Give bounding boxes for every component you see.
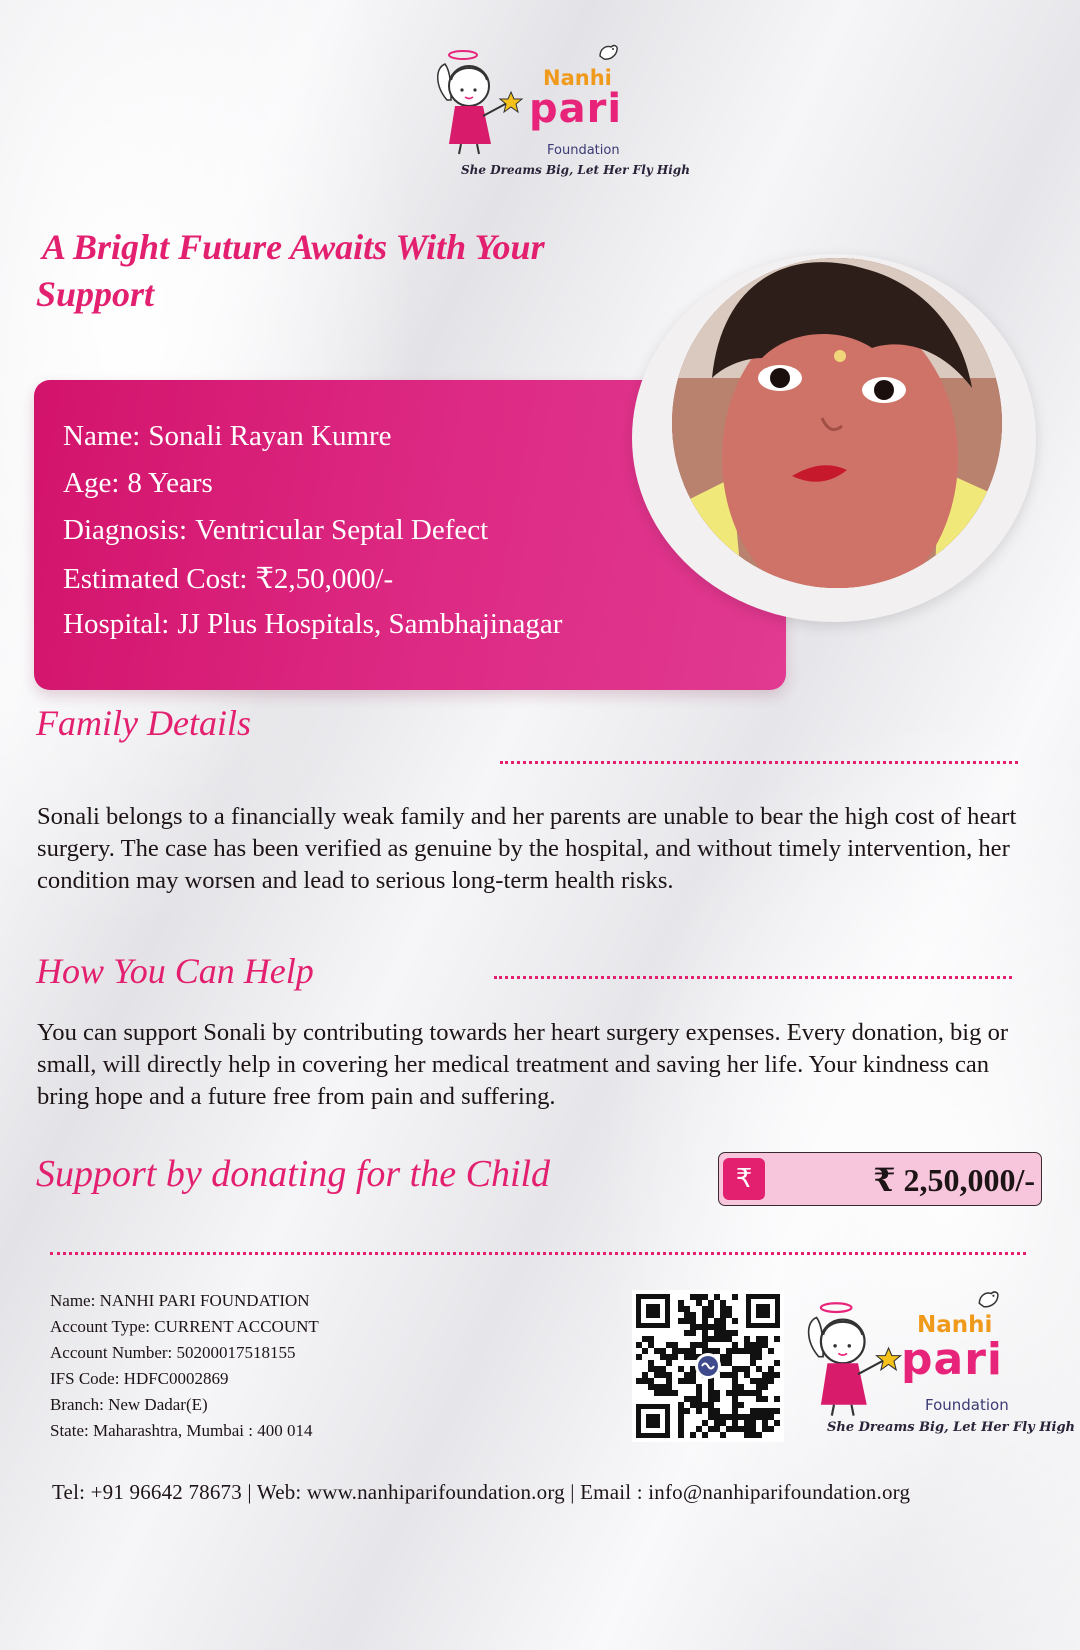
logo-tagline: She Dreams Big, Let Her Fly High	[827, 1420, 1076, 1435]
bank-name: Name: NANHI PARI FOUNDATION	[50, 1291, 310, 1310]
bank-account-number: Account Number: 50200017518155	[50, 1343, 296, 1362]
hospital-label: Hospital:	[63, 608, 170, 640]
bird-icon	[975, 1286, 1001, 1312]
payment-qr-code	[632, 1290, 784, 1442]
child-photo	[672, 258, 1002, 588]
family-details-title: Family Details	[36, 703, 251, 743]
fairy-icon	[803, 1300, 913, 1420]
info-row-age	[63, 467, 213, 500]
info-row-name	[63, 420, 392, 453]
bank-state: State: Maharashtra, Mumbai : 400 014	[50, 1421, 313, 1440]
bottom-divider	[50, 1252, 1026, 1255]
foundation-logo	[433, 40, 690, 188]
how-you-can-help-text: You can support Sonali by contributing towards her heart surgery expenses. Every donation, big or small, will directly help in covering her medical treatment and saving her life. Your kindness can bring hope and a future free from pain and suffering.	[37, 1019, 1009, 1110]
child-hospital: JJ Plus Hospitals, Sambhajinagar	[177, 608, 563, 640]
diagnosis-label: Diagnosis:	[63, 514, 188, 546]
child-portrait-illustration	[672, 258, 1002, 588]
rupee-icon: ₹	[723, 1158, 765, 1200]
foundation-logo-bottom	[795, 1286, 1076, 1446]
child-diagnosis: Ventricular Septal Defect	[195, 514, 489, 546]
logo-word-foundation: Foundation	[925, 1396, 1009, 1414]
info-row-diagnosis	[63, 514, 488, 547]
bank-account-type: Account Type: CURRENT ACCOUNT	[50, 1317, 319, 1336]
age-label: Age:	[63, 467, 120, 499]
logo-word-nanhi: Nanhi	[917, 1312, 993, 1338]
headline-line-2: Support	[36, 274, 155, 314]
logo-tagline: She Dreams Big, Let Her Fly High	[461, 163, 690, 177]
family-details-text: Sonali belongs to a financially weak family and her parents are unable to bear the high cost of heart surgery. The case has been verified as genuine by the hospital, and without timely intervention, her condition may worsen and lead to serious long-term health risks.	[37, 803, 1017, 894]
bank-details	[50, 1288, 319, 1444]
donate-title: Support by donating for the Child	[36, 1153, 551, 1195]
child-name: Sonali Rayan Kumre	[148, 420, 392, 452]
cost-label: Estimated Cost:	[63, 563, 248, 595]
how-you-can-help-divider	[494, 976, 1012, 979]
how-you-can-help-title: How You Can Help	[36, 951, 314, 991]
logo-word-nanhi: Nanhi	[543, 66, 612, 90]
logo-word-pari: pari	[529, 86, 623, 132]
logo-word-pari: pari	[901, 1334, 1003, 1385]
info-row-cost	[63, 561, 393, 596]
name-label: Name:	[63, 420, 141, 452]
page-headline	[36, 224, 596, 318]
footer-contact: Tel: +91 96642 78673 | Web: www.nanhiparifoundation.org | Email : info@nanhiparifoundation.org	[52, 1480, 911, 1504]
donation-amount: ₹ 2,50,000/-	[873, 1162, 1035, 1198]
child-cost: ₹2,50,000/-	[255, 563, 394, 595]
headline-line-1: A Bright Future Awaits With Your	[42, 227, 545, 267]
child-age: 8 Years	[127, 467, 213, 499]
bank-branch: Branch: New Dadar(E)	[50, 1395, 208, 1414]
family-details-divider	[500, 761, 1018, 764]
fairy-icon	[433, 48, 533, 158]
bank-ifs-code: IFS Code: HDFC0002869	[50, 1369, 229, 1388]
bird-icon	[596, 40, 620, 64]
info-row-hospital	[63, 608, 562, 641]
logo-word-foundation: Foundation	[547, 143, 620, 158]
donation-amount-box	[718, 1152, 1042, 1206]
